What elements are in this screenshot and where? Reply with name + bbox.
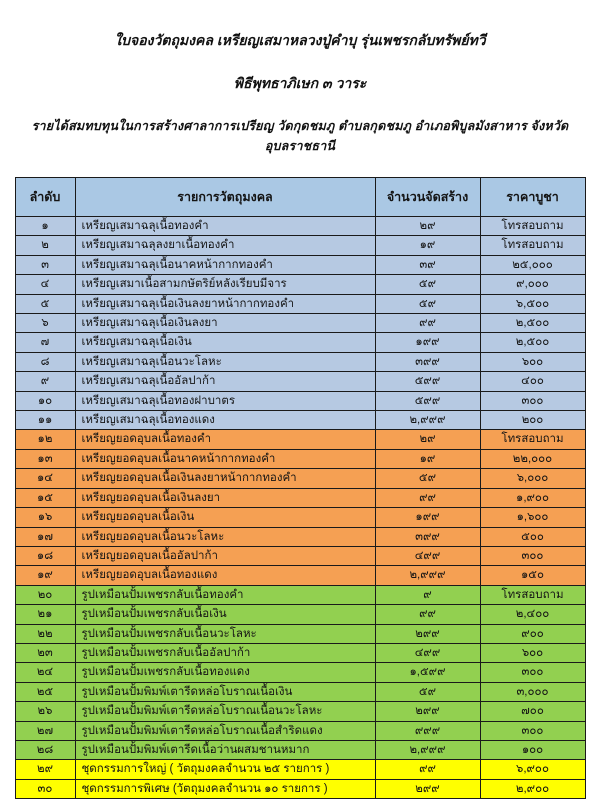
price-cell: ๓๐๐: [480, 721, 585, 740]
quantity-cell: ๑,๕๙๙: [375, 663, 480, 682]
item-name-cell: เหรียญเสมาฉลุเนื้อนาคหน้ากากทองคำ: [75, 255, 375, 274]
item-name-cell: เหรียญเสมาฉลุเนื้อเงินลงยาหน้ากากทองคำ: [75, 294, 375, 313]
item-name-cell: รูปเหมือนปั้มเพชรกลับเนื้ออัลปาก้า: [75, 643, 375, 662]
table-row: [15, 605, 585, 624]
item-name-cell: ชุดกรรมการใหญ่ ( วัตถุมงคลจำนวน ๒๕ รายการ ): [75, 760, 375, 779]
table-row: [15, 721, 585, 740]
item-name-cell: รูปเหมือนปั้มเพชรกลับเนื้อเงิน: [75, 605, 375, 624]
price-cell: ๒๕,๐๐๐: [480, 255, 585, 274]
price-cell: ๙,๐๐๐: [480, 275, 585, 294]
price-cell: ๑๐๐: [480, 740, 585, 759]
item-name-cell: เหรียญเสมาฉลุเนื้อทองฝาบาตร: [75, 391, 375, 410]
table-row: [15, 314, 585, 333]
price-cell: ๕๐๐: [480, 527, 585, 546]
column-header-item: รายการวัตถุมงคล: [75, 178, 375, 217]
item-name-cell: เหรียญยอดอุบลเนื้ออัลปาก้า: [75, 546, 375, 565]
table-row: [15, 488, 585, 507]
item-name-cell: เหรียญเสมาฉลุเนื้ออัลปาก้า: [75, 372, 375, 391]
row-number-cell: ๒๘: [15, 740, 75, 759]
quantity-cell: ๙๙๙: [375, 721, 480, 740]
column-header-no: ลำดับ: [15, 178, 75, 217]
row-number-cell: ๒๐: [15, 585, 75, 604]
row-number-cell: ๑๗: [15, 527, 75, 546]
item-name-cell: เหรียญยอดอุบลเนื้อเงินลงยา: [75, 488, 375, 507]
table-row: [15, 236, 585, 255]
price-cell: โทรสอบถาม: [480, 430, 585, 449]
price-cell: ๖,๐๐๐: [480, 469, 585, 488]
price-cell: ๑๕๐: [480, 566, 585, 585]
item-name-cell: เหรียญยอดอุบลเนื้อเงิน: [75, 508, 375, 527]
item-name-cell: เหรียญเสมาฉลุเนื้อเงินลงยา: [75, 314, 375, 333]
row-number-cell: ๑๖: [15, 508, 75, 527]
item-name-cell: รูปเหมือนปั้มพิมพ์เตารีดเนื้อว่านผสมชานหมาก: [75, 740, 375, 759]
table-row: [15, 430, 585, 449]
table-row: [15, 275, 585, 294]
table-row: [15, 352, 585, 371]
row-number-cell: ๘: [15, 352, 75, 371]
price-cell: ๑,๖๐๐: [480, 508, 585, 527]
item-name-cell: เหรียญยอดอุบลเนื้อเงินลงยาหน้ากากทองคำ: [75, 469, 375, 488]
row-number-cell: ๖: [15, 314, 75, 333]
table-row: [15, 449, 585, 468]
table-row: [15, 333, 585, 352]
quantity-cell: ๒,๙๙๙: [375, 411, 480, 430]
quantity-cell: ๒๙: [375, 430, 480, 449]
price-cell: ๓,๐๐๐: [480, 682, 585, 701]
table-row: [15, 546, 585, 565]
quantity-cell: ๔๙๙: [375, 643, 480, 662]
quantity-cell: ๙๙: [375, 488, 480, 507]
quantity-cell: ๙๙: [375, 605, 480, 624]
table-row: [15, 643, 585, 662]
table-row: [15, 760, 585, 779]
quantity-cell: ๙๙: [375, 314, 480, 333]
row-number-cell: ๑๑: [15, 411, 75, 430]
quantity-cell: ๕๙: [375, 275, 480, 294]
item-name-cell: เหรียญยอดอุบลเนื้อนาคหน้ากากทองคำ: [75, 449, 375, 468]
price-cell: ๓๐๐: [480, 663, 585, 682]
item-name-cell: รูปเหมือนปั้มพิมพ์เตารีดหล่อโบราณเนื้อสำริดแดง: [75, 721, 375, 740]
item-name-cell: รูปเหมือนปั้มเพชรกลับเนื้อทองคำ: [75, 585, 375, 604]
item-name-cell: เหรียญยอดอุบลเนื้อทองคำ: [75, 430, 375, 449]
price-cell: ๒,๕๐๐: [480, 333, 585, 352]
row-number-cell: ๑๘: [15, 546, 75, 565]
row-number-cell: ๑๐: [15, 391, 75, 410]
item-name-cell: เหรียญยอดอุบลเนื้อนวะโลหะ: [75, 527, 375, 546]
row-number-cell: ๒๔: [15, 663, 75, 682]
table-header-row: [15, 178, 585, 217]
quantity-cell: ๑๙๙: [375, 508, 480, 527]
item-name-cell: เหรียญเสมาฉลุลงยาเนื้อทองคำ: [75, 236, 375, 255]
column-header-price: ราคาบูชา: [480, 178, 585, 217]
row-number-cell: ๑๕: [15, 488, 75, 507]
quantity-cell: ๕๙: [375, 469, 480, 488]
price-cell: ๒,๔๐๐: [480, 605, 585, 624]
price-cell: ๔๐๐: [480, 372, 585, 391]
price-cell: ๖,๙๐๐: [480, 760, 585, 779]
row-number-cell: ๙: [15, 372, 75, 391]
item-name-cell: เหรียญเสมาเนื้อสามกษัตริย์หลังเรียบมีจาร: [75, 275, 375, 294]
table-row: [15, 740, 585, 759]
row-number-cell: ๑๓: [15, 449, 75, 468]
row-number-cell: ๓๐: [15, 779, 75, 798]
document-title: ใบจองวัตถุมงคล เหรียญเสมาหลวงปู่คำบุ รุ่นเพชรกลับทรัพย์ทวี: [114, 32, 486, 48]
item-name-cell: รูปเหมือนปั้มพิมพ์เตารีดหล่อโบราณเนื้อนวะโลหะ: [75, 702, 375, 721]
table-row: [15, 255, 585, 274]
item-name-cell: รูปเหมือนปั้มพิมพ์เตารีดหล่อโบราณเนื้อเงิน: [75, 682, 375, 701]
quantity-cell: ๒๙: [375, 217, 480, 236]
row-number-cell: ๒๑: [15, 605, 75, 624]
item-name-cell: ชุดกรรมการพิเศษ (วัตถุมงคลจำนวน ๑๐ รายการ ): [75, 779, 375, 798]
item-name-cell: เหรียญเสมาฉลุเนื้อทองแดง: [75, 411, 375, 430]
row-number-cell: ๓: [15, 255, 75, 274]
quantity-cell: ๑๙: [375, 449, 480, 468]
price-cell: ๙๐๐: [480, 624, 585, 643]
amulet-order-table: [15, 177, 586, 799]
table-row: [15, 508, 585, 527]
row-number-cell: ๑: [15, 217, 75, 236]
table-row: [15, 624, 585, 643]
row-number-cell: ๕: [15, 294, 75, 313]
quantity-cell: ๔๙๙: [375, 546, 480, 565]
row-number-cell: ๔: [15, 275, 75, 294]
price-cell: ๑,๙๐๐: [480, 488, 585, 507]
table-row: [15, 702, 585, 721]
price-cell: โทรสอบถาม: [480, 217, 585, 236]
price-cell: ๖๐๐: [480, 352, 585, 371]
price-cell: ๒,๙๐๐: [480, 779, 585, 798]
table-row: [15, 411, 585, 430]
table-body: [15, 217, 585, 799]
column-header-qty: จำนวนจัดสร้าง: [375, 178, 480, 217]
price-cell: ๒๐๐: [480, 411, 585, 430]
row-number-cell: ๒๖: [15, 702, 75, 721]
table-row: [15, 294, 585, 313]
row-number-cell: ๒: [15, 236, 75, 255]
quantity-cell: ๓๙๙: [375, 352, 480, 371]
quantity-cell: ๑๙: [375, 236, 480, 255]
price-cell: ๖,๕๐๐: [480, 294, 585, 313]
item-name-cell: เหรียญเสมาฉลุเนื้อเงิน: [75, 333, 375, 352]
item-name-cell: รูปเหมือนปั้มเพชรกลับเนื้อทองแดง: [75, 663, 375, 682]
table-row: [15, 391, 585, 410]
row-number-cell: ๒๙: [15, 760, 75, 779]
row-number-cell: ๒๗: [15, 721, 75, 740]
table-row: [15, 527, 585, 546]
table-row: [15, 663, 585, 682]
quantity-cell: ๑๙๙: [375, 333, 480, 352]
item-name-cell: เหรียญเสมาฉลุเนื้อทองคำ: [75, 217, 375, 236]
price-cell: ๓๐๐: [480, 391, 585, 410]
item-name-cell: เหรียญเสมาฉลุเนื้อนวะโลหะ: [75, 352, 375, 371]
table-row: [15, 469, 585, 488]
quantity-cell: ๕๙๙: [375, 391, 480, 410]
quantity-cell: ๙๙: [375, 760, 480, 779]
table-row: [15, 372, 585, 391]
price-cell: ๒,๕๐๐: [480, 314, 585, 333]
row-number-cell: ๒๕: [15, 682, 75, 701]
table-row: [15, 566, 585, 585]
price-cell: ๓๐๐: [480, 546, 585, 565]
price-cell: ๒๒,๐๐๐: [480, 449, 585, 468]
row-number-cell: ๒๒: [15, 624, 75, 643]
quantity-cell: ๕๙๙: [375, 372, 480, 391]
price-cell: โทรสอบถาม: [480, 585, 585, 604]
ceremony-subtitle: พิธีพุทธาภิเษก ๓ วาระ: [233, 75, 367, 91]
price-cell: ๖๐๐: [480, 643, 585, 662]
row-number-cell: ๑๙: [15, 566, 75, 585]
beneficiary-line: รายได้สมทบทุนในการสร้างศาลาการเปรียญ วัดกุดชมภู ตำบลกุดชมภู อำเภอพิบูลมังสาหาร จังหวัดอุบลราชธานี: [31, 119, 569, 153]
item-name-cell: เหรียญยอดอุบลเนื้อทองแดง: [75, 566, 375, 585]
price-cell: ๗๐๐: [480, 702, 585, 721]
table-row: [15, 217, 585, 236]
quantity-cell: ๒๙๙: [375, 624, 480, 643]
row-number-cell: ๑๒: [15, 430, 75, 449]
item-name-cell: รูปเหมือนปั้มเพชรกลับเนื้อนวะโลหะ: [75, 624, 375, 643]
quantity-cell: ๒,๙๙๙: [375, 566, 480, 585]
quantity-cell: ๒,๙๙๙: [375, 740, 480, 759]
quantity-cell: ๒๙๙: [375, 702, 480, 721]
quantity-cell: ๒๙๙: [375, 779, 480, 798]
price-cell: โทรสอบถาม: [480, 236, 585, 255]
row-number-cell: ๒๓: [15, 643, 75, 662]
document-header: [0, 0, 600, 156]
table-row: [15, 585, 585, 604]
quantity-cell: ๓๙: [375, 255, 480, 274]
table-row: [15, 682, 585, 701]
row-number-cell: ๗: [15, 333, 75, 352]
quantity-cell: ๕๙: [375, 294, 480, 313]
row-number-cell: ๑๔: [15, 469, 75, 488]
quantity-cell: ๙: [375, 585, 480, 604]
quantity-cell: ๓๙๙: [375, 527, 480, 546]
quantity-cell: ๕๙: [375, 682, 480, 701]
